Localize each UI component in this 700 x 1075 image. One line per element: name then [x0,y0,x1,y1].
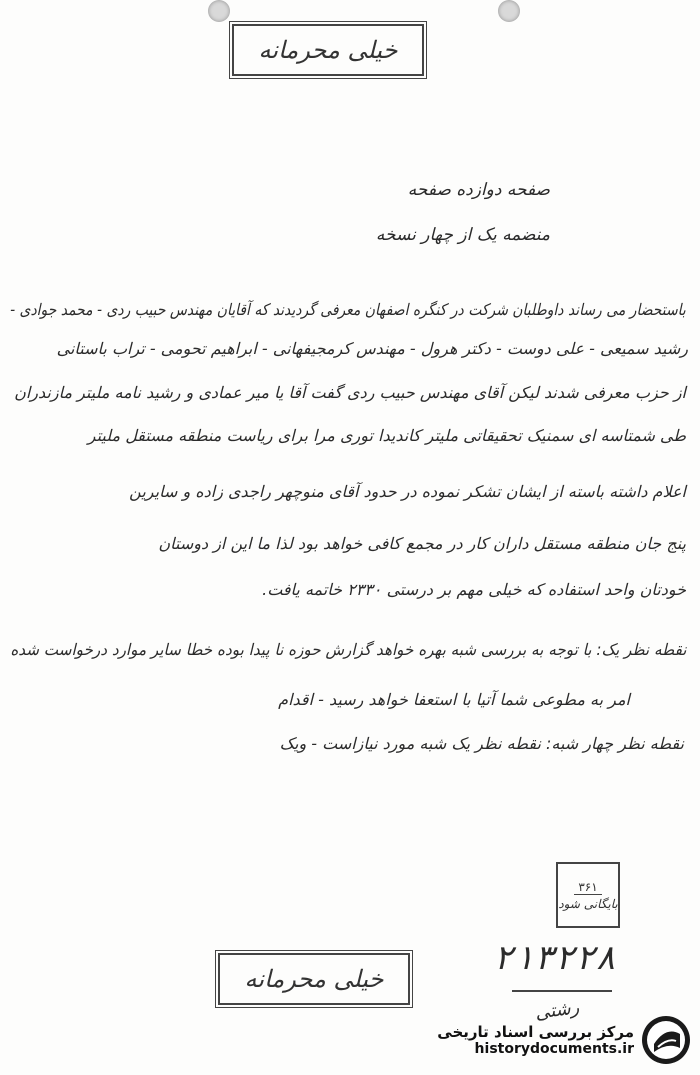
classification-stamp-text: خیلی محرمانه [244,965,384,993]
classification-stamp-top [232,24,424,76]
copy-count-line: منضمه یک از چهار نسخه [375,225,550,245]
archive-number: ۳۶۱ [574,880,601,895]
body-line: طی شمتاسه ای سمنیک تحقیقاتی ملیتر کاندیدا توری مرا برای ریاست منطقه مستقل ملیتر [87,426,686,445]
signature: رشتی [533,997,581,1024]
classification-stamp-bottom [218,953,410,1005]
punch-hole-right [498,0,520,22]
body-line: از حزب معرفی شدند لیکن آقای مهندس حبیب ردی گفت آقا یا میر عمادی و رشید نامه ملیتر مازندران [14,383,686,402]
watermark-text [437,1023,634,1057]
note-line: امر به مطوعی شما آتیا با استعفا خواهد رسید - اقدام [278,690,630,709]
document-number-underline [512,990,612,992]
archive-label: بایگانی شود [558,896,618,911]
archive-logo-icon [640,1014,692,1066]
watermark-title: مرکز بررسی اسناد تاریخی [437,1023,634,1041]
watermark-url: historydocuments.ir [474,1041,634,1057]
body-line: خودتان واحد استفاده که خیلی مهم بر درستی ۲۳۳۰ خاتمه یافت. [262,580,686,599]
note-line: نقطه نظر یک: با توجه به بررسی شبه بهره خواهد گزارش حوزه نا پیدا بوده خطا سایر موارد درخواست شده [9,640,686,659]
body-line: رشید سمیعی - علی دوست - دکتر هرول - مهندس کرمجیفهانی - ابراهیم تحومی - تراب باستانی [56,339,688,358]
body-line: پنج جان منطقه مستقل داران کار در مجمع کافی خواهد بود لذا ما این از دوستان [158,534,686,553]
document-number: ۲۱۳۲۲۸ [493,938,616,978]
punch-hole-left [208,0,230,22]
classification-stamp-text: خیلی محرمانه [258,36,398,64]
body-line: اعلام داشته باسته از ایشان تشکر نموده در حدود آقای منوچهر راجدی زاده و سایرین [129,482,686,501]
archive-watermark [430,1010,692,1070]
note-line: نقطه نظر چهار شبه: نقطه نظر یک شبه مورد نیازاست - ویک [279,734,684,753]
archive-stamp [556,862,620,928]
body-line: باستحضار می رساند داوطلبان شرکت در کنگره اصفهان معرفی گردیدند که آقایان مهندس حبیب ردی - محمد جوادی - [10,300,686,319]
page-count-line: صفحه دوازده صفحه [407,180,550,200]
